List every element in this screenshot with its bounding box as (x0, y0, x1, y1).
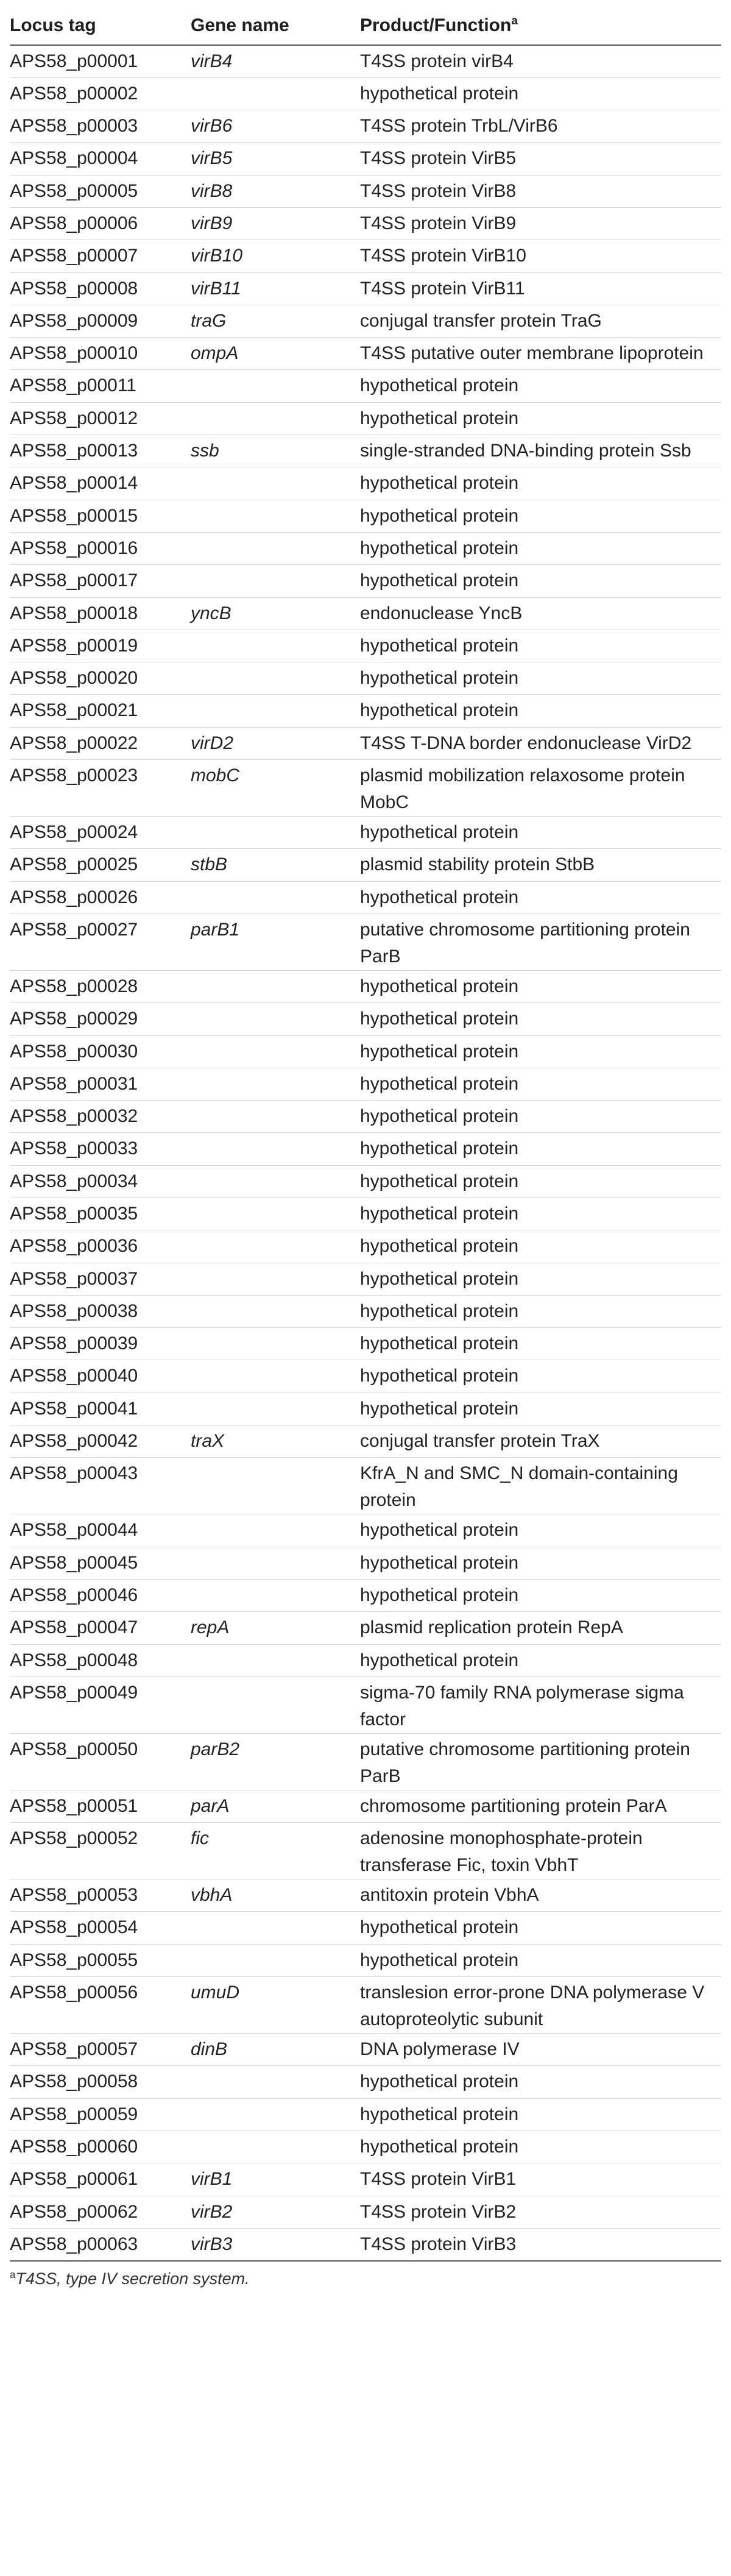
product-cell: hypothetical protein (360, 1101, 721, 1133)
header-product-label: Product/Function (360, 15, 512, 35)
product-cell: hypothetical protein (360, 1133, 721, 1165)
table-row (10, 2131, 721, 2163)
header-gene-name: Gene name (191, 12, 360, 45)
product-cell: hypothetical protein (360, 1263, 721, 1295)
product-cell: T4SS protein VirB1 (360, 2163, 721, 2196)
header-locus-tag: Locus tag (10, 12, 191, 45)
gene-name-cell: ssb (191, 435, 360, 467)
product-cell: T4SS protein VirB11 (360, 272, 721, 305)
locus-tag-cell: APS58_p00041 (10, 1393, 191, 1425)
table-row (10, 1790, 721, 1822)
gene-name-cell (191, 1035, 360, 1068)
gene-name-cell (191, 1230, 360, 1263)
table-row (10, 1458, 721, 1514)
gene-name-cell: virB11 (191, 272, 360, 305)
product-cell: T4SS protein virB4 (360, 45, 721, 77)
table-body (10, 45, 721, 2261)
locus-tag-cell: APS58_p00005 (10, 175, 191, 207)
gene-name-cell: virB5 (191, 143, 360, 175)
gene-name-cell (191, 1328, 360, 1360)
gene-name-cell: dinB (191, 2034, 360, 2066)
gene-name-cell: virB6 (191, 110, 360, 143)
table-row (10, 849, 721, 881)
table-row (10, 77, 721, 110)
locus-tag-cell: APS58_p00045 (10, 1547, 191, 1579)
locus-tag-cell: APS58_p00049 (10, 1677, 191, 1733)
gene-name-cell (191, 1944, 360, 1976)
table-row (10, 881, 721, 914)
table-row (10, 45, 721, 77)
product-cell: hypothetical protein (360, 370, 721, 402)
product-cell: hypothetical protein (360, 1547, 721, 1579)
locus-tag-cell: APS58_p00055 (10, 1944, 191, 1976)
product-cell: hypothetical protein (360, 1035, 721, 1068)
product-cell: hypothetical protein (360, 1068, 721, 1100)
locus-tag-cell: APS58_p00016 (10, 532, 191, 564)
table-row (10, 1101, 721, 1133)
locus-tag-cell: APS58_p00019 (10, 630, 191, 662)
table-row (10, 1393, 721, 1425)
table-row (10, 1133, 721, 1165)
locus-tag-cell: APS58_p00024 (10, 817, 191, 849)
footnote-text: T4SS, type IV secretion system. (15, 2269, 250, 2288)
locus-tag-cell: APS58_p00038 (10, 1295, 191, 1327)
gene-name-cell: parA (191, 1790, 360, 1822)
locus-tag-cell: APS58_p00023 (10, 760, 191, 817)
gene-name-cell (191, 1263, 360, 1295)
table-row (10, 1198, 721, 1230)
table-row (10, 565, 721, 597)
product-cell: conjugal transfer protein TraG (360, 305, 721, 337)
table-row (10, 110, 721, 143)
product-cell: DNA polymerase IV (360, 2034, 721, 2066)
locus-tag-cell: APS58_p00042 (10, 1425, 191, 1458)
product-cell: hypothetical protein (360, 402, 721, 435)
table-row (10, 532, 721, 564)
locus-tag-cell: APS58_p00002 (10, 77, 191, 110)
locus-tag-cell: APS58_p00027 (10, 914, 191, 970)
product-cell: hypothetical protein (360, 500, 721, 532)
product-cell: hypothetical protein (360, 1393, 721, 1425)
product-cell: hypothetical protein (360, 970, 721, 1002)
product-cell: hypothetical protein (360, 1944, 721, 1976)
gene-name-cell (191, 500, 360, 532)
product-cell: plasmid stability protein StbB (360, 849, 721, 881)
locus-tag-cell: APS58_p00022 (10, 727, 191, 759)
gene-name-cell (191, 77, 360, 110)
table-row (10, 1579, 721, 1611)
locus-tag-cell: APS58_p00033 (10, 1133, 191, 1165)
table-row (10, 1230, 721, 1263)
locus-tag-cell: APS58_p00043 (10, 1458, 191, 1514)
locus-tag-cell: APS58_p00040 (10, 1360, 191, 1393)
locus-tag-cell: APS58_p00032 (10, 1101, 191, 1133)
table-row (10, 175, 721, 207)
locus-tag-cell: APS58_p00044 (10, 1514, 191, 1547)
table-row (10, 500, 721, 532)
gene-name-cell: parB2 (191, 1733, 360, 1790)
product-cell: T4SS protein VirB2 (360, 2196, 721, 2228)
table-row (10, 662, 721, 695)
product-cell: hypothetical protein (360, 77, 721, 110)
table-row (10, 338, 721, 370)
product-cell: antitoxin protein VbhA (360, 1879, 721, 1912)
locus-tag-cell: APS58_p00006 (10, 207, 191, 240)
product-cell: hypothetical protein (360, 817, 721, 849)
product-cell: hypothetical protein (360, 1198, 721, 1230)
gene-name-cell (191, 817, 360, 849)
gene-name-cell (191, 402, 360, 435)
gene-name-cell (191, 970, 360, 1002)
product-cell: hypothetical protein (360, 1360, 721, 1393)
table-row (10, 1328, 721, 1360)
header-product-function (360, 12, 721, 45)
gene-name-cell: fic (191, 1823, 360, 1879)
header-row (10, 12, 721, 45)
gene-name-cell (191, 1101, 360, 1133)
gene-name-cell: parB1 (191, 914, 360, 970)
locus-tag-cell: APS58_p00036 (10, 1230, 191, 1263)
locus-tag-cell: APS58_p00013 (10, 435, 191, 467)
product-cell: conjugal transfer protein TraX (360, 1425, 721, 1458)
gene-name-cell (191, 2066, 360, 2098)
locus-tag-cell: APS58_p00025 (10, 849, 191, 881)
product-cell: chromosome partitioning protein ParA (360, 1790, 721, 1822)
locus-tag-cell: APS58_p00061 (10, 2163, 191, 2196)
table-row (10, 1677, 721, 1733)
table-row (10, 1977, 721, 2034)
locus-tag-cell: APS58_p00008 (10, 272, 191, 305)
product-cell: hypothetical protein (360, 1230, 721, 1263)
gene-name-cell (191, 1514, 360, 1547)
table-row (10, 597, 721, 630)
gene-name-cell (191, 1068, 360, 1100)
product-cell: putative chromosome partitioning protein ParB (360, 1733, 721, 1790)
table-row (10, 1295, 721, 1327)
gene-name-cell: virB1 (191, 2163, 360, 2196)
locus-tag-cell: APS58_p00020 (10, 662, 191, 695)
locus-tag-cell: APS58_p00030 (10, 1035, 191, 1068)
locus-tag-cell: APS58_p00014 (10, 467, 191, 500)
locus-tag-cell: APS58_p00063 (10, 2228, 191, 2260)
locus-tag-cell: APS58_p00035 (10, 1198, 191, 1230)
locus-tag-cell: APS58_p00015 (10, 500, 191, 532)
locus-tag-cell: APS58_p00010 (10, 338, 191, 370)
table-row (10, 2034, 721, 2066)
table-row (10, 2228, 721, 2260)
table-row (10, 207, 721, 240)
gene-name-cell (191, 467, 360, 500)
gene-name-cell (191, 1133, 360, 1165)
locus-tag-cell: APS58_p00058 (10, 2066, 191, 2098)
table-row (10, 817, 721, 849)
gene-name-cell (191, 2131, 360, 2163)
table-row (10, 435, 721, 467)
locus-tag-cell: APS58_p00054 (10, 1912, 191, 1944)
table-row (10, 1003, 721, 1035)
product-cell: translesion error-prone DNA polymerase V autoproteolytic subunit (360, 1977, 721, 2034)
gene-name-cell (191, 630, 360, 662)
locus-tag-cell: APS58_p00003 (10, 110, 191, 143)
locus-tag-cell: APS58_p00007 (10, 240, 191, 272)
header-footnote-marker: a (511, 15, 518, 27)
locus-tag-cell: APS58_p00021 (10, 695, 191, 727)
gene-name-cell (191, 662, 360, 695)
product-cell: plasmid replication protein RepA (360, 1612, 721, 1644)
locus-tag-cell: APS58_p00004 (10, 143, 191, 175)
product-cell: T4SS protein VirB8 (360, 175, 721, 207)
table-row (10, 402, 721, 435)
table-row (10, 2163, 721, 2196)
gene-name-cell (191, 1393, 360, 1425)
gene-name-cell: virB8 (191, 175, 360, 207)
locus-tag-cell: APS58_p00034 (10, 1165, 191, 1198)
gene-name-cell: traG (191, 305, 360, 337)
product-cell: hypothetical protein (360, 1295, 721, 1327)
gene-name-cell (191, 532, 360, 564)
gene-name-cell: virB10 (191, 240, 360, 272)
product-cell: T4SS protein VirB10 (360, 240, 721, 272)
product-cell: hypothetical protein (360, 881, 721, 914)
gene-name-cell (191, 1295, 360, 1327)
product-cell: hypothetical protein (360, 532, 721, 564)
table-row (10, 1165, 721, 1198)
product-cell: hypothetical protein (360, 1165, 721, 1198)
table-row (10, 1514, 721, 1547)
table-row (10, 760, 721, 817)
product-cell: hypothetical protein (360, 1579, 721, 1611)
gene-name-cell: yncB (191, 597, 360, 630)
locus-tag-cell: APS58_p00029 (10, 1003, 191, 1035)
product-cell: adenosine monophosphate-protein transferase Fic, toxin VbhT (360, 1823, 721, 1879)
gene-name-cell: virD2 (191, 727, 360, 759)
product-cell: putative chromosome partitioning protein ParB (360, 914, 721, 970)
locus-tag-cell: APS58_p00026 (10, 881, 191, 914)
gene-name-cell: mobC (191, 760, 360, 817)
product-cell: hypothetical protein (360, 662, 721, 695)
product-cell: hypothetical protein (360, 1003, 721, 1035)
gene-name-cell (191, 2098, 360, 2131)
locus-tag-cell: APS58_p00018 (10, 597, 191, 630)
gene-name-cell (191, 1644, 360, 1677)
locus-tag-cell: APS58_p00052 (10, 1823, 191, 1879)
product-cell: single-stranded DNA-binding protein Ssb (360, 435, 721, 467)
product-cell: T4SS T-DNA border endonuclease VirD2 (360, 727, 721, 759)
table-row (10, 2066, 721, 2098)
product-cell: hypothetical protein (360, 467, 721, 500)
gene-name-cell: virB3 (191, 2228, 360, 2260)
table-row (10, 1823, 721, 1879)
table-row (10, 630, 721, 662)
product-cell: hypothetical protein (360, 2098, 721, 2131)
table-row (10, 272, 721, 305)
product-cell: hypothetical protein (360, 1328, 721, 1360)
gene-name-cell: virB2 (191, 2196, 360, 2228)
locus-tag-cell: APS58_p00047 (10, 1612, 191, 1644)
gene-name-cell (191, 1547, 360, 1579)
table-row (10, 143, 721, 175)
gene-name-cell (191, 1579, 360, 1611)
locus-tag-cell: APS58_p00060 (10, 2131, 191, 2163)
product-cell: KfrA_N and SMC_N domain-containing protein (360, 1458, 721, 1514)
table-row (10, 1068, 721, 1100)
product-cell: T4SS protein VirB3 (360, 2228, 721, 2260)
product-cell: T4SS protein TrbL/VirB6 (360, 110, 721, 143)
table-row (10, 1263, 721, 1295)
locus-tag-cell: APS58_p00062 (10, 2196, 191, 2228)
product-cell: sigma-70 family RNA polymerase sigma factor (360, 1677, 721, 1733)
product-cell: hypothetical protein (360, 1912, 721, 1944)
table-header (10, 12, 721, 45)
gene-name-cell (191, 565, 360, 597)
gene-name-cell: traX (191, 1425, 360, 1458)
product-cell: hypothetical protein (360, 1514, 721, 1547)
product-cell: hypothetical protein (360, 2131, 721, 2163)
gene-name-cell: virB9 (191, 207, 360, 240)
locus-tag-cell: APS58_p00053 (10, 1879, 191, 1912)
locus-tag-cell: APS58_p00037 (10, 1263, 191, 1295)
gene-name-cell (191, 1198, 360, 1230)
product-cell: hypothetical protein (360, 630, 721, 662)
table-row (10, 370, 721, 402)
gene-name-cell (191, 370, 360, 402)
locus-tag-cell: APS58_p00050 (10, 1733, 191, 1790)
gene-name-cell: ompA (191, 338, 360, 370)
locus-tag-cell: APS58_p00001 (10, 45, 191, 77)
gene-name-cell (191, 695, 360, 727)
footnote-marker: a (10, 2268, 16, 2280)
table-row (10, 305, 721, 337)
table-row (10, 1879, 721, 1912)
table-row (10, 1644, 721, 1677)
table-row (10, 1733, 721, 1790)
table-row (10, 727, 721, 759)
gene-name-cell (191, 1458, 360, 1514)
table-row (10, 1035, 721, 1068)
product-cell: hypothetical protein (360, 2066, 721, 2098)
gene-name-cell (191, 1912, 360, 1944)
product-cell: endonuclease YncB (360, 597, 721, 630)
table-row (10, 2196, 721, 2228)
table-row (10, 1425, 721, 1458)
table-row (10, 695, 721, 727)
table-row (10, 970, 721, 1002)
locus-tag-cell: APS58_p00059 (10, 2098, 191, 2131)
locus-tag-cell: APS58_p00057 (10, 2034, 191, 2066)
product-cell: T4SS protein VirB9 (360, 207, 721, 240)
gene-name-cell (191, 1165, 360, 1198)
table-row (10, 467, 721, 500)
locus-tag-cell: APS58_p00039 (10, 1328, 191, 1360)
product-cell: hypothetical protein (360, 695, 721, 727)
locus-tag-cell: APS58_p00011 (10, 370, 191, 402)
gene-name-cell (191, 1360, 360, 1393)
locus-tag-cell: APS58_p00017 (10, 565, 191, 597)
product-cell: plasmid mobilization relaxosome protein MobC (360, 760, 721, 817)
gene-table (10, 12, 721, 2262)
gene-name-cell (191, 881, 360, 914)
product-cell: T4SS protein VirB5 (360, 143, 721, 175)
locus-tag-cell: APS58_p00028 (10, 970, 191, 1002)
locus-tag-cell: APS58_p00009 (10, 305, 191, 337)
table-row (10, 1547, 721, 1579)
gene-name-cell: virB4 (191, 45, 360, 77)
gene-name-cell (191, 1677, 360, 1733)
locus-tag-cell: APS58_p00046 (10, 1579, 191, 1611)
table-row (10, 1944, 721, 1976)
gene-name-cell (191, 1003, 360, 1035)
gene-name-cell: umuD (191, 1977, 360, 2034)
table-row (10, 1912, 721, 1944)
gene-name-cell: repA (191, 1612, 360, 1644)
table-row (10, 914, 721, 970)
locus-tag-cell: APS58_p00031 (10, 1068, 191, 1100)
locus-tag-cell: APS58_p00012 (10, 402, 191, 435)
locus-tag-cell: APS58_p00056 (10, 1977, 191, 2034)
product-cell: hypothetical protein (360, 1644, 721, 1677)
gene-name-cell: vbhA (191, 1879, 360, 1912)
table-footnote (10, 2269, 721, 2288)
product-cell: hypothetical protein (360, 565, 721, 597)
table-row (10, 2098, 721, 2131)
gene-name-cell: stbB (191, 849, 360, 881)
table-row (10, 1612, 721, 1644)
locus-tag-cell: APS58_p00051 (10, 1790, 191, 1822)
table-row (10, 240, 721, 272)
product-cell: T4SS putative outer membrane lipoprotein (360, 338, 721, 370)
table-row (10, 1360, 721, 1393)
locus-tag-cell: APS58_p00048 (10, 1644, 191, 1677)
